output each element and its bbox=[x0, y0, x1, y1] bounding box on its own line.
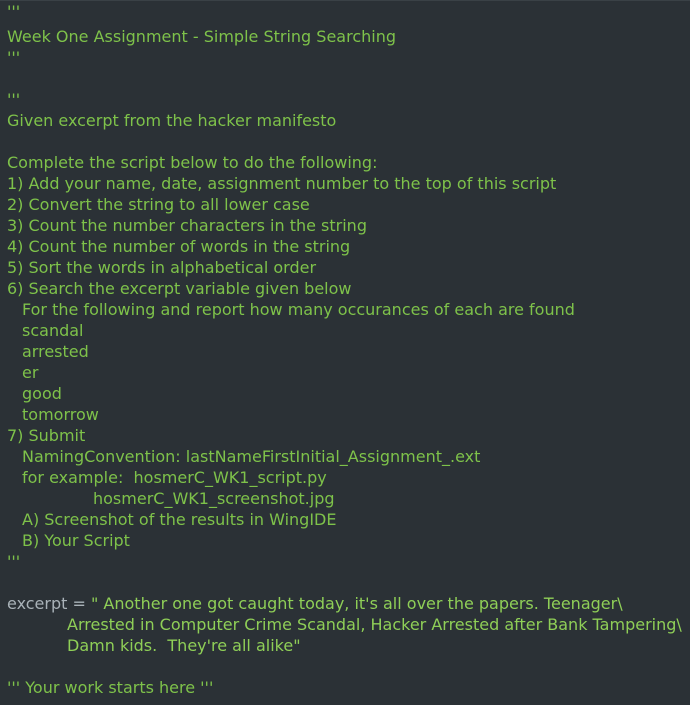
docstring-line: 1) Add your name, date, assignment number to the top of this script bbox=[7, 174, 557, 193]
docstring-line: ''' bbox=[7, 48, 21, 67]
excerpt-string-1: " Another one got caught today, it's all over the papers. Teenager\ bbox=[90, 594, 623, 613]
docstring-line: 7) Submit bbox=[7, 426, 86, 445]
docstring-line: er bbox=[22, 363, 39, 382]
docstring-line: A) Screenshot of the results in WingIDE bbox=[22, 510, 337, 529]
excerpt-line-1 bbox=[7, 593, 623, 614]
excerpt-variable: excerpt bbox=[7, 594, 68, 613]
docstring-line: 2) Convert the string to all lower case bbox=[7, 195, 310, 214]
docstring-line: tomorrow bbox=[22, 405, 99, 424]
docstring-line: For the following and report how many occurances of each are found bbox=[22, 300, 575, 319]
docstring-line: Given excerpt from the hacker manifesto bbox=[7, 111, 337, 130]
docstring-line: scandal bbox=[22, 321, 84, 340]
docstring-line: 5) Sort the words in alphabetical order bbox=[7, 258, 317, 277]
docstring-line: 4) Count the number of words in the string bbox=[7, 237, 351, 256]
docstring-line: Week One Assignment - Simple String Searching bbox=[7, 27, 396, 46]
docstring-line: ''' bbox=[7, 90, 21, 109]
docstring-line: 3) Count the number characters in the string bbox=[7, 216, 367, 235]
assign-operator: = bbox=[67, 594, 91, 613]
docstring-line: 6) Search the excerpt variable given below bbox=[7, 279, 352, 298]
docstring-line: Complete the script below to do the following: bbox=[7, 153, 378, 172]
docstring-line: B) Your Script bbox=[22, 531, 130, 550]
excerpt-line-3: Damn kids. They're all alike" bbox=[67, 636, 301, 655]
work-starts-comment: ''' Your work starts here ''' bbox=[7, 678, 214, 697]
docstring-line: hosmerC_WK1_screenshot.jpg bbox=[93, 489, 335, 508]
docstring-line: NamingConvention: lastNameFirstInitial_Assignment_.ext bbox=[22, 447, 481, 466]
docstring-line: arrested bbox=[22, 342, 89, 361]
docstring-line: for example: hosmerC_WK1_script.py bbox=[22, 468, 327, 487]
docstring-line: ''' bbox=[7, 552, 21, 571]
docstring-line: ''' bbox=[7, 2, 21, 21]
docstring-line: good bbox=[22, 384, 62, 403]
excerpt-line-2: Arrested in Computer Crime Scandal, Hacker Arrested after Bank Tampering\ bbox=[67, 615, 682, 634]
